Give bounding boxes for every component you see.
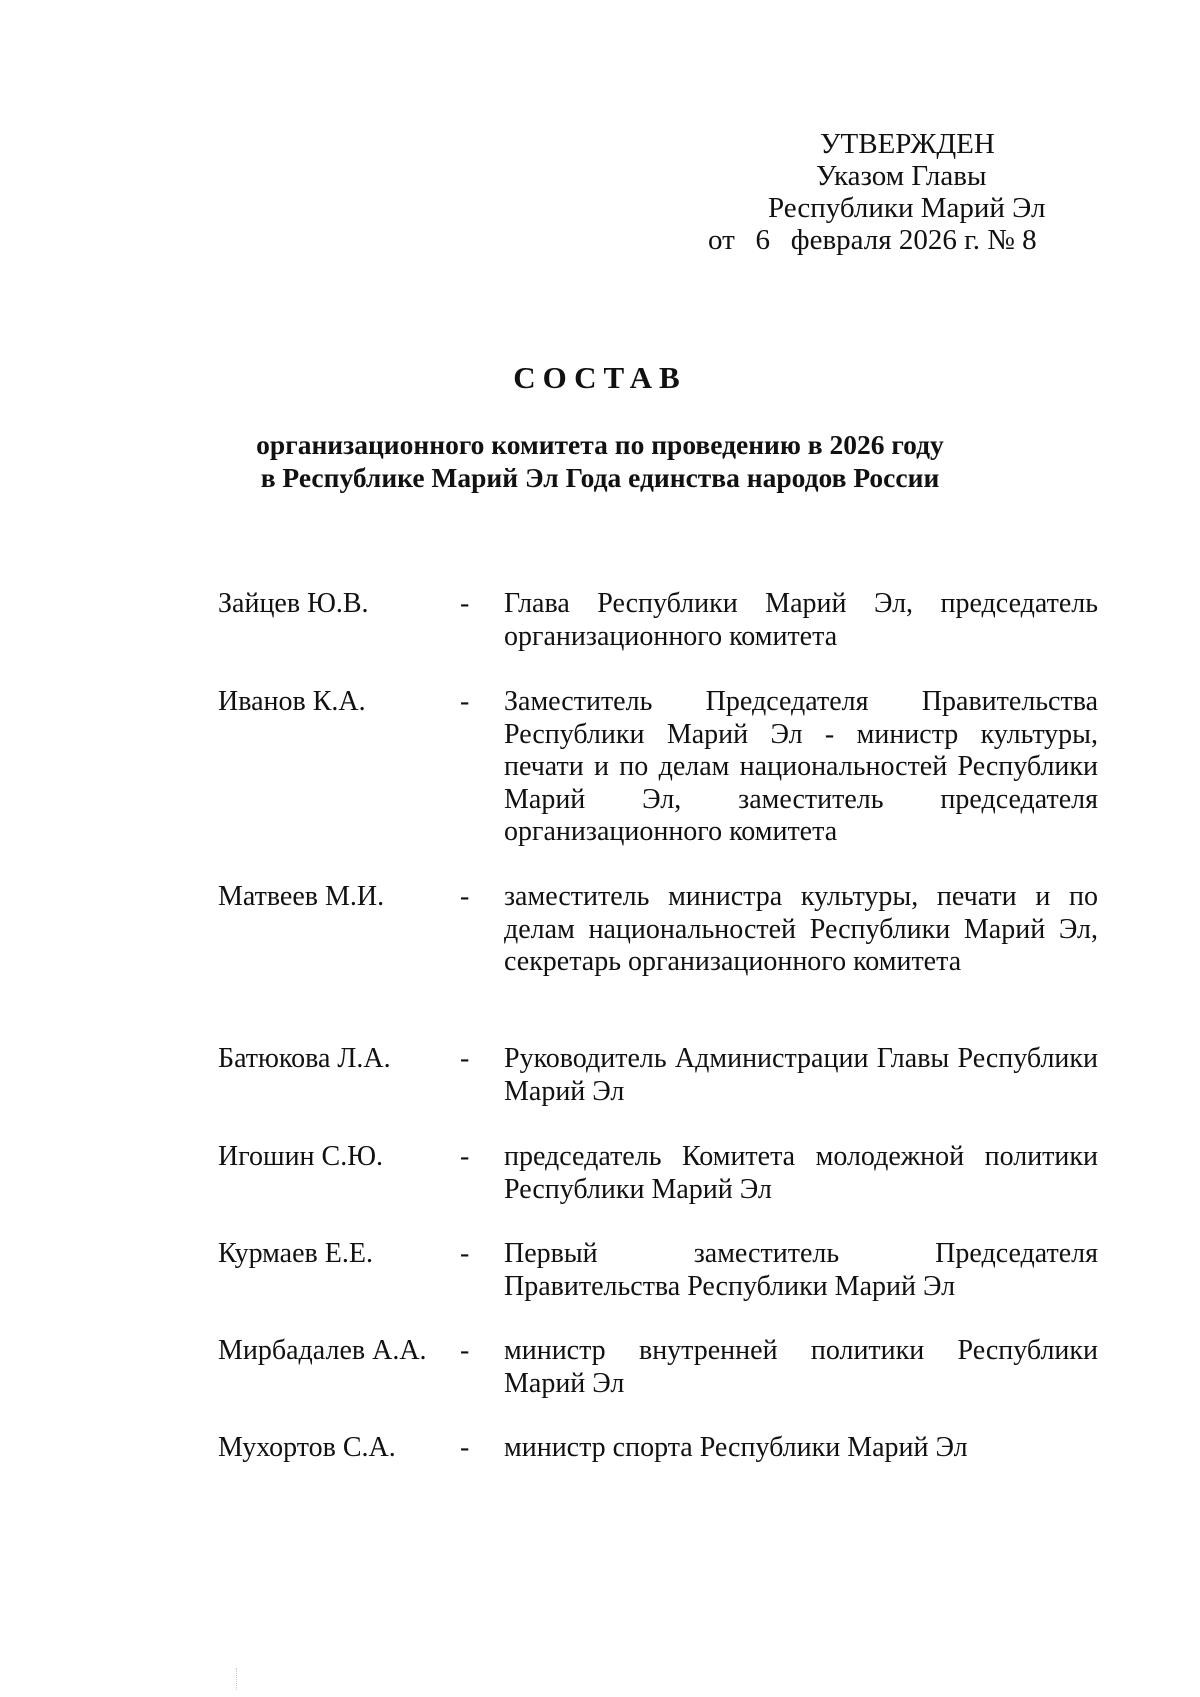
member-name: Матвеев М.И. <box>218 881 385 912</box>
approval-date-rest: февраля 2026 г. № 8 <box>790 224 1037 256</box>
member-row <box>218 1043 1098 1108</box>
member-row <box>218 1432 1098 1465</box>
member-row <box>218 1238 1098 1303</box>
member-dash: - <box>460 1043 470 1074</box>
subtitle-line-2: в Республике Марий Эл Года единства народов России <box>260 462 940 493</box>
member-name: Зайцев Ю.В. <box>218 588 369 619</box>
member-position: Руководитель Администрации Главы Республики Марий Эл <box>504 1043 1098 1107</box>
member-row <box>218 1335 1098 1400</box>
member-name: Батюкова Л.А. <box>218 1043 391 1074</box>
member-dash: - <box>460 1335 470 1366</box>
member-dash: - <box>460 881 470 912</box>
approval-date <box>690 224 1070 256</box>
member-row <box>218 588 1098 653</box>
subtitle-line-1: организационного комитета по проведению в 2026 году <box>256 429 944 460</box>
member-position: заместитель министра культуры, печати и по делам национальностей Республики Марий Эл, секретарь организационного комитета <box>504 881 1098 977</box>
approval-republic: Республики Марий Эл <box>768 192 1046 224</box>
member-name: Курмаев Е.Е. <box>218 1238 373 1269</box>
member-position: Заместитель Председателя Правительства Республики Марий Эл - министр культуры, печати и по делам национальностей Республики Марий Эл, заместитель председателя организационного комитета <box>504 686 1098 847</box>
member-position: Глава Республики Марий Эл, председатель организационного комитета <box>504 588 1098 652</box>
member-name: Иванов К.А. <box>218 686 366 717</box>
scan-artifact <box>236 1668 238 1690</box>
member-name: Мирбадалев А.А. <box>218 1335 427 1366</box>
member-position: Первый заместитель Председателя Правительства Республики Марий Эл <box>504 1238 1098 1302</box>
member-position: министр спорта Республики Марий Эл <box>504 1432 968 1463</box>
approval-block <box>690 128 1070 256</box>
member-name: Мухортов С.А. <box>218 1432 396 1463</box>
member-row <box>218 686 1098 849</box>
member-position: председатель Комитета молодежной политики Республики Марий Эл <box>504 1141 1098 1205</box>
member-dash: - <box>460 1432 470 1463</box>
member-position: министр внутренней политики Республики Марий Эл <box>504 1335 1098 1399</box>
document-title: СОСТАВ <box>513 360 687 395</box>
member-dash: - <box>460 1141 470 1172</box>
member-dash: - <box>460 686 470 717</box>
approval-date-prefix: от <box>708 224 735 256</box>
member-dash: - <box>460 1238 470 1269</box>
approval-decree: Указом Главы <box>816 160 987 192</box>
approval-date-day: 6 <box>755 224 771 256</box>
member-row <box>218 881 1098 979</box>
member-dash: - <box>460 588 470 619</box>
member-name: Игошин С.Ю. <box>218 1141 383 1172</box>
member-row <box>218 1141 1098 1206</box>
approval-status: УТВЕРЖДЕН <box>820 128 995 160</box>
document-subtitle <box>0 428 1200 494</box>
